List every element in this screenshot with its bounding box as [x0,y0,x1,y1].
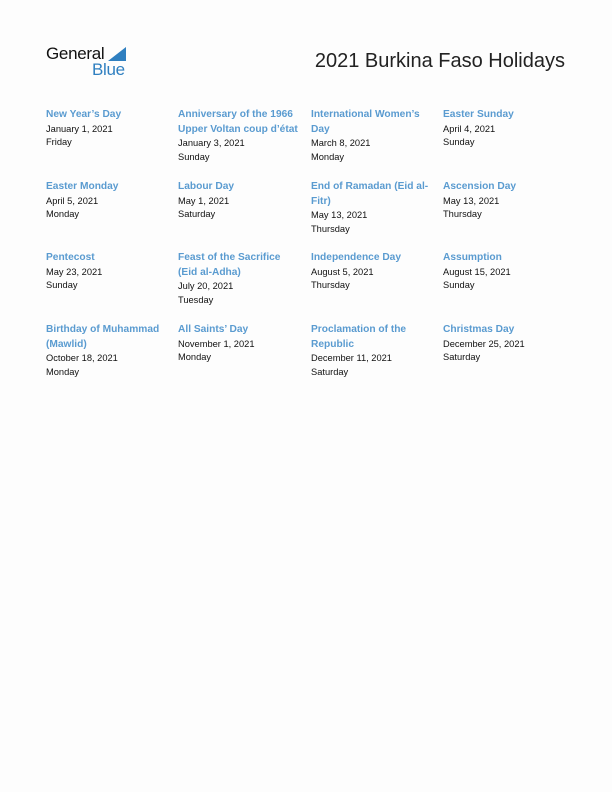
holiday-item [178,251,302,307]
holiday-date: January 3, 2021 [178,138,245,148]
holiday-weekday: Friday [46,137,72,148]
generalblue-logo [46,44,136,80]
holiday-item [178,323,302,365]
holiday-date: August 5, 2021 [311,266,374,277]
holiday-date: May 13, 2021 [443,195,500,206]
holiday-weekday: Monday [46,209,80,220]
holiday-weekday: Sunday [443,280,475,291]
page-title: 2021 Burkina Faso Holidays [314,50,565,72]
holiday-name: Easter Sunday [443,109,514,120]
holiday-date: December 25, 2021 [443,338,525,349]
holiday-item [46,108,170,150]
holiday-weekday: Saturday [443,352,481,363]
holiday-item [46,251,170,293]
holiday-date: April 4, 2021 [443,123,496,134]
holiday-name: Easter Monday [46,181,119,192]
logo-general-text: General [46,44,105,63]
logo-blue-text: Blue [92,60,125,79]
holiday-name: New Year’s Day [46,109,122,120]
holiday-date: May 1, 2021 [178,195,230,206]
holiday-item [311,180,435,236]
holiday-weekday: Saturday [311,366,349,377]
holiday-date: July 20, 2021 [178,281,234,291]
holiday-name: All Saints’ Day [178,324,249,335]
holiday-weekday: Tuesday [178,294,214,305]
holiday-weekday: Thursday [311,280,350,291]
holiday-item [46,180,170,222]
holiday-weekday: Monday [178,352,212,363]
holiday-name: Christmas Day [443,324,515,335]
holiday-name: Labour Day [178,181,235,192]
holiday-item [311,108,435,164]
holiday-weekday: Sunday [178,151,210,162]
holiday-weekday: Thursday [311,223,350,234]
holiday-weekday: Thursday [443,209,482,220]
holiday-item [443,180,567,222]
holiday-weekday: Sunday [46,280,78,291]
holiday-date: August 15, 2021 [443,266,511,277]
holiday-item [46,323,170,379]
holiday-weekday: Sunday [443,137,475,148]
holiday-item [311,323,435,379]
holiday-name: Independence Day [311,252,402,263]
holiday-date: January 1, 2021 [46,123,113,134]
holiday-weekday: Monday [311,151,345,162]
holiday-name: Feast of the Sacrifice (Eid al-Adha) [178,252,281,278]
holiday-item [443,323,567,365]
holiday-name: Pentecost [46,252,95,263]
holiday-name: Proclamation of the Republic [311,324,407,350]
holiday-item [178,180,302,222]
holiday-item [178,108,302,164]
holiday-name: Anniversary of the 1966 Upper Voltan coup d’état [178,109,298,135]
holiday-date: May 23, 2021 [46,266,103,277]
holiday-name: End of Ramadan (Eid al-Fitr) [311,181,429,207]
holiday-name: Assumption [443,252,502,263]
holiday-item [443,108,567,150]
holiday-date: March 8, 2021 [311,138,371,148]
holiday-name: Ascension Day [443,181,517,192]
holiday-date: April 5, 2021 [46,195,99,206]
holiday-name: International Women’s Day [311,109,420,135]
holiday-item [311,251,435,293]
holiday-weekday: Monday [46,366,80,377]
holiday-item [443,251,567,293]
holiday-date: November 1, 2021 [178,338,255,349]
holiday-date: May 13, 2021 [311,210,368,220]
logo-triangle-icon [108,47,126,61]
holiday-weekday: Saturday [178,209,216,220]
holiday-date: October 18, 2021 [46,353,118,363]
holiday-date: December 11, 2021 [311,353,392,363]
holiday-name: Birthday of Muhammad (Mawlid) [46,324,160,350]
